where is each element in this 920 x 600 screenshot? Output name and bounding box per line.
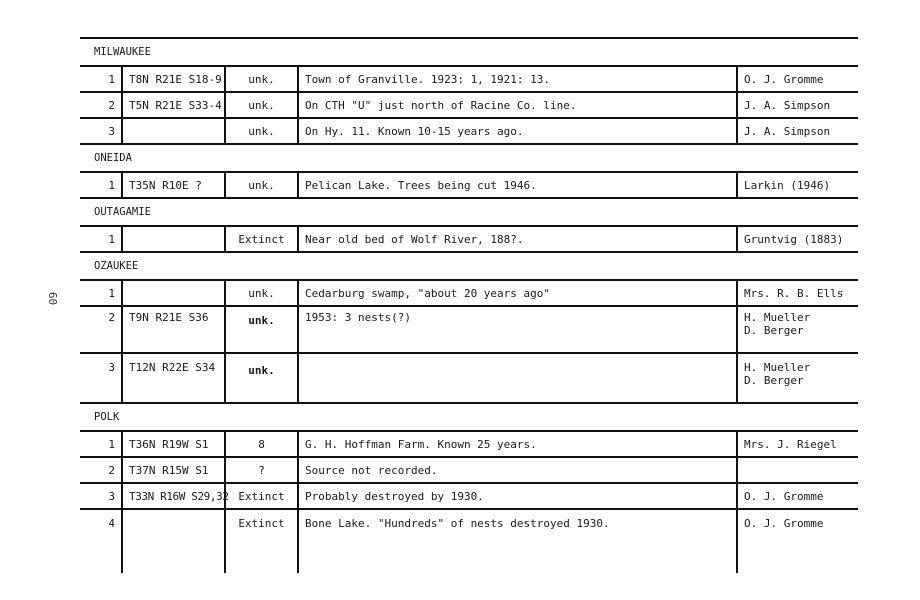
observer-cell <box>737 92 858 118</box>
observer-name: O. J. Gromme <box>744 517 824 530</box>
location-cell: T33N R16W S29,32 <box>122 483 225 509</box>
table-row <box>80 353 858 403</box>
location-cell: T5N R21E S33-4 <box>122 92 225 118</box>
county-name: OUTAGAMIE <box>80 198 858 226</box>
location-cell <box>122 280 225 306</box>
status-cell: ? <box>225 457 298 483</box>
location-cell: T8N R21E S18-9 <box>122 66 225 92</box>
row-number: 1 <box>80 226 122 252</box>
notes-cell: Probably destroyed by 1930. <box>298 483 737 509</box>
table-row <box>80 66 858 92</box>
observer-cell <box>737 483 858 509</box>
location-cell <box>122 509 225 573</box>
observer-cell <box>737 226 858 252</box>
notes-cell: Source not recorded. <box>298 457 737 483</box>
status-cell: unk. <box>225 306 298 353</box>
location-cell <box>122 118 225 144</box>
county-name: ONEIDA <box>80 144 858 172</box>
table-row <box>80 226 858 252</box>
notes-cell <box>298 353 737 403</box>
county-header-ozaukee <box>80 252 858 280</box>
county-name: POLK <box>80 403 858 431</box>
status-cell: Extinct <box>225 483 298 509</box>
status-cell: unk. <box>225 66 298 92</box>
page-number: 60 <box>46 291 60 306</box>
observer-name: D. Berger <box>744 374 804 387</box>
status-cell: unk. <box>225 353 298 403</box>
status-cell: 8 <box>225 431 298 457</box>
notes-cell: 1953: 3 nests(?) <box>298 306 737 353</box>
observer-cell <box>737 280 858 306</box>
row-number: 1 <box>80 431 122 457</box>
row-number: 2 <box>80 306 122 353</box>
notes-cell: On CTH "U" just north of Racine Co. line. <box>298 92 737 118</box>
status-cell: unk. <box>225 92 298 118</box>
location-cell <box>122 226 225 252</box>
row-number: 2 <box>80 457 122 483</box>
observer-cell <box>737 306 858 353</box>
notes-cell: Town of Granville. 1923: 1, 1921: 13. <box>298 66 737 92</box>
table-row <box>80 431 858 457</box>
location-cell: T35N R10E ? <box>122 172 225 198</box>
observer-name: J. A. Simpson <box>744 98 831 112</box>
county-name: OZAUKEE <box>80 252 858 280</box>
county-header-outagamie <box>80 198 858 226</box>
observer-name: J. A. Simpson <box>744 124 831 138</box>
county-header-oneida <box>80 144 858 172</box>
status-cell: unk. <box>225 172 298 198</box>
row-number: 3 <box>80 353 122 403</box>
observer-cell <box>737 353 858 403</box>
observer-cell <box>737 172 858 198</box>
observer-name: H. Mueller <box>744 361 811 374</box>
table-row <box>80 306 858 353</box>
location-cell: T9N R21E S36 <box>122 306 225 353</box>
row-number: 3 <box>80 118 122 144</box>
observer-name: Mrs. J. Riegel <box>744 437 837 451</box>
row-number: 1 <box>80 280 122 306</box>
table-row <box>80 118 858 144</box>
notes-cell: G. H. Hoffman Farm. Known 25 years. <box>298 431 737 457</box>
county-name: MILWAUKEE <box>80 38 858 66</box>
observer-cell <box>737 66 858 92</box>
status-cell: unk. <box>225 118 298 144</box>
notes-cell: Cedarburg swamp, "about 20 years ago" <box>298 280 737 306</box>
table-row <box>80 92 858 118</box>
row-number: 1 <box>80 66 122 92</box>
observer-name: Mrs. R. B. Ells <box>744 286 844 300</box>
row-number: 4 <box>108 517 115 530</box>
row-number: 1 <box>80 172 122 198</box>
observer-name: O. J. Gromme <box>744 489 824 503</box>
table-row <box>80 509 858 573</box>
location-cell: T36N R19W S1 <box>122 431 225 457</box>
table-row <box>80 280 858 306</box>
status-cell: Extinct <box>225 509 298 573</box>
location-cell: T37N R15W S1 <box>122 457 225 483</box>
heronry-table <box>80 37 858 573</box>
notes-cell: On Hy. 11. Known 10-15 years ago. <box>298 118 737 144</box>
observer-cell <box>737 457 858 483</box>
observer-name: D. Berger <box>744 324 804 337</box>
observer-cell <box>737 431 858 457</box>
table-row <box>80 483 858 509</box>
location-cell: T12N R22E S34 <box>122 353 225 403</box>
observer-cell <box>737 509 858 573</box>
notes-cell: Bone Lake. "Hundreds" of nests destroyed 1930. <box>298 509 737 573</box>
row-number: 3 <box>80 483 122 509</box>
notes-cell: Pelican Lake. Trees being cut 1946. <box>298 172 737 198</box>
county-header-milwaukee <box>80 38 858 66</box>
county-header-polk <box>80 403 858 431</box>
status-cell: Extinct <box>225 226 298 252</box>
table-row <box>80 457 858 483</box>
observer-name: Gruntvig (1883) <box>744 232 844 246</box>
status-cell: unk. <box>225 280 298 306</box>
observer-name: O. J. Gromme <box>744 72 824 86</box>
observer-name: Larkin (1946) <box>744 178 831 192</box>
observer-cell <box>737 118 858 144</box>
notes-cell: Near old bed of Wolf River, 188?. <box>298 226 737 252</box>
table-row <box>80 172 858 198</box>
row-number: 2 <box>80 92 122 118</box>
observer-name: H. Mueller <box>744 311 811 324</box>
